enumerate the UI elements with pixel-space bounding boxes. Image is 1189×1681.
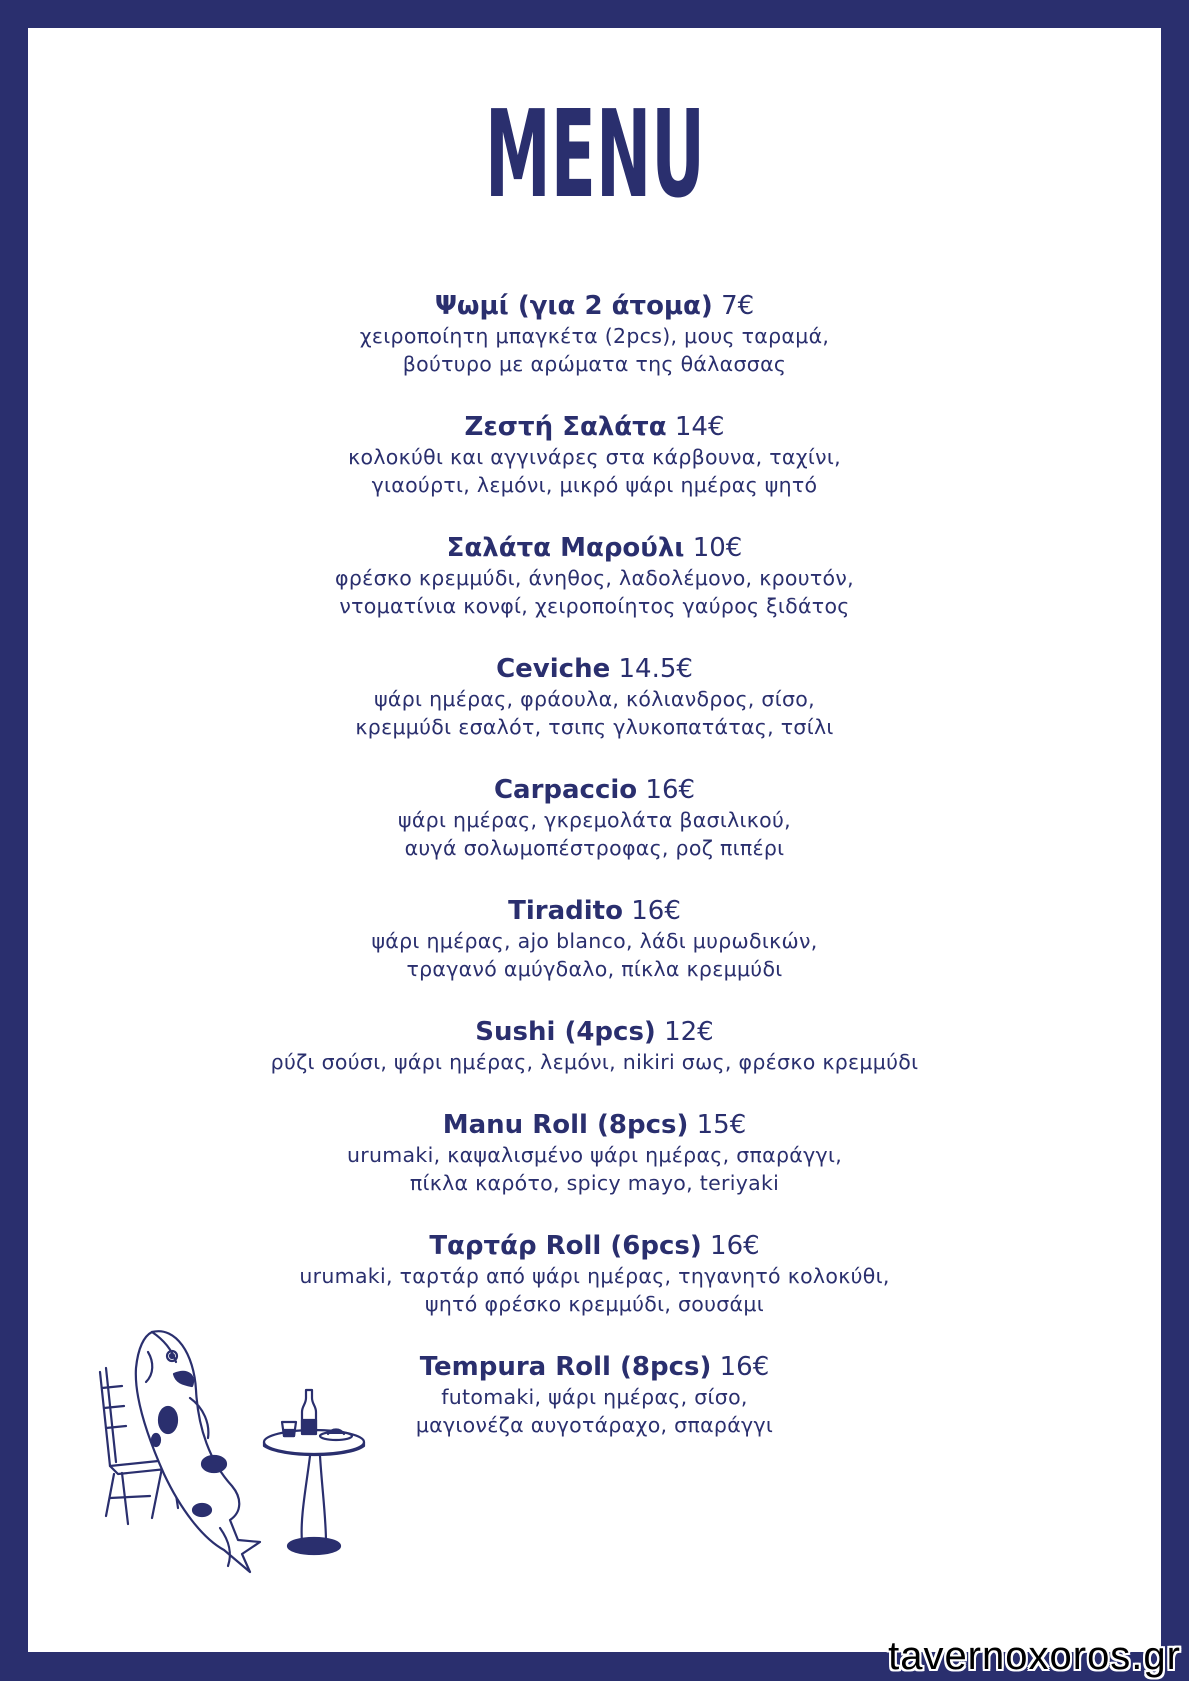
menu-item-price: 15€ (696, 1110, 747, 1140)
glass-icon (282, 1422, 296, 1436)
menu-item-desc-line: κρεμμύδι εσαλότ, τσιπς γλυκοπατάτας, τσίλι (355, 715, 834, 739)
menu-item-desc-line: βούτυρο με αρώματα της θάλασσας (402, 352, 787, 376)
menu-item-heading (28, 774, 1161, 806)
menu-item (28, 1016, 1161, 1076)
menu-item-heading (28, 895, 1161, 927)
menu-item-price: 14€ (674, 412, 725, 442)
menu-item-price: 16€ (719, 1352, 770, 1382)
menu-item-price: 16€ (631, 896, 681, 926)
menu-item-name: Ψωμί (για 2 άτομα) (434, 291, 713, 321)
menu-item (28, 411, 1161, 499)
menu-item-desc-line: ψάρι ημέρας, ajo blanco, λάδι μυρωδικών, (371, 929, 818, 953)
watermark-text: tavernoxoros.gr (888, 1634, 1181, 1678)
menu-item-name: Ζεστή Σαλάτα (464, 412, 667, 442)
menu-item-name: Ceviche (496, 654, 611, 684)
menu-item (28, 653, 1161, 741)
menu-item-heading (28, 532, 1161, 564)
menu-item-name: Tempura Roll (8pcs) (419, 1352, 712, 1382)
menu-item-desc-line: urumaki, ταρτάρ από ψάρι ημέρας, τηγανητό κολοκύθι, (299, 1264, 890, 1288)
menu-item-desc-line: πίκλα καρότο, spicy mayo, teriyaki (409, 1171, 780, 1195)
menu-item-heading (28, 411, 1161, 443)
menu-item-desc-line: urumaki, καψαλισμένο ψάρι ημέρας, σπαράγγι, (346, 1143, 843, 1167)
fish-at-table-illustration (92, 1328, 382, 1582)
menu-item-name: Carpaccio (493, 775, 638, 805)
menu-item (28, 532, 1161, 620)
menu-item-price: 14.5€ (618, 654, 693, 684)
table-icon (264, 1430, 364, 1554)
menu-item-desc-line: αυγά σολωμοπέστροφας, ροζ πιπέρι (404, 836, 785, 860)
menu-item-desc-line: ρύζι σούσι, ψάρι ημέρας, λεμόνι, nikiri σως, φρέσκο κρεμμύδι (270, 1050, 919, 1074)
menu-item-heading (28, 653, 1161, 685)
menu-item-desc-line: γιαούρτι, λεμόνι, μικρό ψάρι ημέρας ψητό (371, 473, 818, 497)
menu-item (28, 895, 1161, 983)
menu-item-desc-line: μαγιονέζα αυγοτάραχο, σπαράγγι (415, 1413, 774, 1437)
menu-item (28, 1109, 1161, 1197)
menu-item-price: 12€ (664, 1017, 714, 1047)
menu-item-desc-line: ψάρι ημέρας, γκρεμολάτα βασιλικού, (398, 808, 791, 832)
menu-list (28, 290, 1161, 1472)
menu-item-price: 10€ (692, 533, 743, 563)
menu-item-desc-line: φρέσκο κρεμμύδι, άνηθος, λαδολέμονο, κρουτόν, (335, 566, 854, 590)
svg-text:MENU: MENU (484, 86, 705, 225)
menu-item-desc-line: χειροποίητη μπαγκέτα (2pcs), μους ταραμά, (359, 324, 830, 348)
menu-item (28, 1230, 1161, 1318)
menu-item-desc-line: ντοματίνια κονφί, χειροποίητος γαύρος ξιδάτος (339, 594, 850, 618)
menu-item (28, 774, 1161, 862)
menu-item-name: Σαλάτα Μαρούλι (446, 533, 685, 563)
menu-item-name: Ταρτάρ Roll (6pcs) (429, 1231, 702, 1261)
menu-item (28, 290, 1161, 378)
wine-bottle-icon (302, 1390, 316, 1434)
menu-item-price: 16€ (645, 775, 696, 805)
menu-item-name: Sushi (4pcs) (475, 1017, 656, 1047)
menu-item-price: 7€ (721, 291, 755, 321)
menu-title-lettering (480, 86, 710, 225)
menu-item-name: Manu Roll (8pcs) (442, 1110, 689, 1140)
menu-title (28, 86, 1161, 225)
menu-item-price: 16€ (710, 1231, 760, 1261)
menu-item-heading (28, 1230, 1161, 1262)
menu-item-desc-line: ψάρι ημέρας, φράουλα, κόλιανδρος, σίσο, (374, 687, 815, 711)
menu-sheet (28, 28, 1161, 1652)
menu-item-name: Tiradito (508, 896, 623, 926)
menu-item-heading (28, 290, 1161, 322)
menu-item-desc-line: τραγανό αμύγδαλο, πίκλα κρεμμύδι (406, 957, 783, 981)
menu-item-heading (28, 1016, 1161, 1048)
menu-item-desc-line: futomaki, ψάρι ημέρας, σίσο, (441, 1385, 748, 1409)
menu-item-desc-line: κολοκύθι και αγγινάρες στα κάρβουνα, ταχίνι, (348, 445, 841, 469)
menu-item-heading (28, 1109, 1161, 1141)
menu-item-desc-line: ψητό φρέσκο κρεμμύδι, σουσάμι (425, 1292, 764, 1316)
fish-icon (136, 1331, 260, 1572)
